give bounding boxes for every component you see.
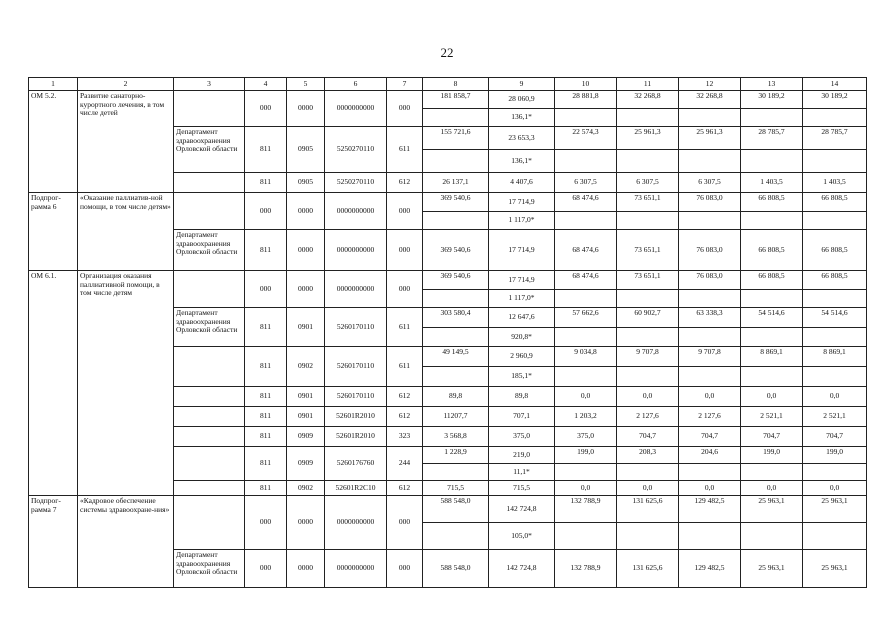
value-year-cell: 0,0 (555, 387, 617, 407)
value-year-cell: 2 960,9 (489, 347, 555, 367)
column-header: 5 (287, 78, 325, 91)
code-section-cell: 0902 (287, 481, 325, 496)
code-section-cell: 0000 (287, 550, 325, 588)
value-total-cell: 1 228,9 (423, 447, 489, 464)
empty-cell (423, 464, 489, 481)
value-year-cell: 219,0 (489, 447, 555, 464)
value-year-cell: 25 963,1 (741, 496, 803, 523)
value-note-cell: 11,1* (489, 464, 555, 481)
value-year-cell: 76 083,0 (679, 230, 741, 271)
budget-table (28, 77, 867, 588)
value-year-cell: 73 651,1 (617, 193, 679, 212)
value-total-cell: 303 580,4 (423, 308, 489, 328)
value-year-cell: 66 808,5 (741, 193, 803, 212)
code-expense-cell: 612 (387, 173, 423, 193)
empty-cell (555, 109, 617, 127)
value-year-cell: 704,7 (741, 427, 803, 447)
value-year-cell: 0,0 (803, 481, 867, 496)
value-year-cell: 57 662,6 (555, 308, 617, 328)
empty-cell (803, 150, 867, 173)
empty-cell (741, 464, 803, 481)
empty-cell (803, 464, 867, 481)
value-year-cell: 132 788,9 (555, 550, 617, 588)
value-year-cell: 707,1 (489, 407, 555, 427)
value-year-cell: 204,6 (679, 447, 741, 464)
empty-cell (803, 290, 867, 308)
value-year-cell: 6 307,5 (617, 173, 679, 193)
code-target-cell: 5260176760 (325, 447, 387, 481)
value-year-cell: 375,0 (489, 427, 555, 447)
value-year-cell: 17 714,9 (489, 193, 555, 212)
program-code: ОМ 6.1. (29, 271, 78, 496)
value-year-cell: 9 707,8 (617, 347, 679, 367)
value-year-cell: 132 788,9 (555, 496, 617, 523)
code-target-cell: 52601R2010 (325, 407, 387, 427)
value-total-cell: 588 548,0 (423, 496, 489, 523)
value-year-cell: 6 307,5 (555, 173, 617, 193)
empty-cell (741, 109, 803, 127)
value-year-cell: 30 189,2 (803, 91, 867, 109)
value-year-cell: 66 808,5 (803, 230, 867, 271)
value-year-cell: 4 407,6 (489, 173, 555, 193)
empty-cell (555, 464, 617, 481)
value-year-cell: 68 474,6 (555, 271, 617, 290)
code-section-cell: 0000 (287, 91, 325, 127)
code-section-cell: 0901 (287, 387, 325, 407)
empty-cell (741, 150, 803, 173)
value-year-cell: 73 651,1 (617, 271, 679, 290)
program-name: Организация оказания паллиативной помощи, в том числе детям (78, 271, 174, 496)
value-year-cell: 28 785,7 (803, 127, 867, 150)
code-target-cell: 5260170110 (325, 347, 387, 387)
executor-cell (174, 173, 245, 193)
value-year-cell: 17 714,9 (489, 230, 555, 271)
value-year-cell: 17 714,9 (489, 271, 555, 290)
code-expense-cell: 612 (387, 407, 423, 427)
value-year-cell: 208,3 (617, 447, 679, 464)
column-header: 8 (423, 78, 489, 91)
value-year-cell: 68 474,6 (555, 230, 617, 271)
empty-cell (679, 367, 741, 387)
code-expense-cell: 000 (387, 496, 423, 550)
empty-cell (555, 367, 617, 387)
empty-cell (423, 150, 489, 173)
table-row (29, 193, 867, 212)
value-year-cell: 0,0 (555, 481, 617, 496)
code-grbs-cell: 000 (245, 91, 287, 127)
empty-cell (679, 212, 741, 230)
empty-cell (617, 150, 679, 173)
empty-cell (741, 290, 803, 308)
empty-cell (423, 523, 489, 550)
value-year-cell: 22 574,3 (555, 127, 617, 150)
code-grbs-cell: 811 (245, 387, 287, 407)
value-year-cell: 199,0 (741, 447, 803, 464)
value-year-cell: 142 724,8 (489, 496, 555, 523)
value-year-cell: 129 482,5 (679, 550, 741, 588)
value-note-cell: 185,1* (489, 367, 555, 387)
value-total-cell: 26 137,1 (423, 173, 489, 193)
table-row (29, 91, 867, 109)
value-year-cell: 54 514,6 (803, 308, 867, 328)
empty-cell (679, 150, 741, 173)
value-year-cell: 1 403,5 (741, 173, 803, 193)
table-row (29, 496, 867, 523)
code-expense-cell: 000 (387, 91, 423, 127)
empty-cell (679, 290, 741, 308)
executor-cell: Департамент здравоохранения Орловской области (174, 308, 245, 347)
code-target-cell: 0000000000 (325, 271, 387, 308)
executor-cell: Департамент здравоохранения Орловской области (174, 230, 245, 271)
value-year-cell: 76 083,0 (679, 271, 741, 290)
value-year-cell: 76 083,0 (679, 193, 741, 212)
value-year-cell: 66 808,5 (803, 271, 867, 290)
value-year-cell: 2 127,6 (679, 407, 741, 427)
executor-cell (174, 447, 245, 481)
value-year-cell: 66 808,5 (741, 271, 803, 290)
code-target-cell: 5250270110 (325, 127, 387, 173)
code-grbs-cell: 000 (245, 550, 287, 588)
code-section-cell: 0905 (287, 173, 325, 193)
empty-cell (555, 523, 617, 550)
empty-cell (423, 212, 489, 230)
header-row (29, 78, 867, 91)
value-year-cell: 2 521,1 (741, 407, 803, 427)
value-note-cell: 136,1* (489, 150, 555, 173)
value-year-cell: 0,0 (617, 387, 679, 407)
code-expense-cell: 000 (387, 230, 423, 271)
value-year-cell: 715,5 (489, 481, 555, 496)
executor-cell (174, 427, 245, 447)
value-year-cell: 375,0 (555, 427, 617, 447)
code-grbs-cell: 811 (245, 127, 287, 173)
code-target-cell: 5250270110 (325, 173, 387, 193)
empty-cell (555, 212, 617, 230)
value-total-cell: 49 149,5 (423, 347, 489, 367)
code-expense-cell: 611 (387, 127, 423, 173)
value-year-cell: 131 625,6 (617, 550, 679, 588)
code-expense-cell: 323 (387, 427, 423, 447)
column-header: 7 (387, 78, 423, 91)
value-year-cell: 9 034,8 (555, 347, 617, 367)
value-total-cell: 369 540,6 (423, 193, 489, 212)
value-year-cell: 23 653,3 (489, 127, 555, 150)
code-section-cell: 0901 (287, 308, 325, 347)
code-section-cell: 0000 (287, 230, 325, 271)
empty-cell (555, 150, 617, 173)
value-year-cell: 32 268,8 (617, 91, 679, 109)
empty-cell (741, 367, 803, 387)
value-year-cell: 199,0 (555, 447, 617, 464)
value-year-cell: 8 869,1 (803, 347, 867, 367)
code-section-cell: 0000 (287, 496, 325, 550)
value-year-cell: 0,0 (803, 387, 867, 407)
value-total-cell: 588 548,0 (423, 550, 489, 588)
empty-cell (617, 367, 679, 387)
empty-cell (617, 109, 679, 127)
executor-cell (174, 347, 245, 387)
value-total-cell: 155 721,6 (423, 127, 489, 150)
executor-cell (174, 407, 245, 427)
value-year-cell: 9 707,8 (679, 347, 741, 367)
value-year-cell: 1 203,2 (555, 407, 617, 427)
empty-cell (617, 328, 679, 347)
value-year-cell: 12 647,6 (489, 308, 555, 328)
value-year-cell: 0,0 (741, 387, 803, 407)
code-section-cell: 0000 (287, 271, 325, 308)
value-year-cell: 131 625,6 (617, 496, 679, 523)
code-grbs-cell: 811 (245, 427, 287, 447)
column-header: 9 (489, 78, 555, 91)
page-number: 22 (440, 45, 454, 60)
value-year-cell: 28 785,7 (741, 127, 803, 150)
value-year-cell: 25 963,1 (803, 496, 867, 523)
value-year-cell: 2 521,1 (803, 407, 867, 427)
executor-cell (174, 91, 245, 127)
value-year-cell: 66 808,5 (741, 230, 803, 271)
code-grbs-cell: 000 (245, 193, 287, 230)
value-year-cell: 142 724,8 (489, 550, 555, 588)
value-year-cell: 6 307,5 (679, 173, 741, 193)
program-code: ОМ 5.2. (29, 91, 78, 193)
empty-cell (741, 328, 803, 347)
code-target-cell: 5260170110 (325, 387, 387, 407)
code-grbs-cell: 811 (245, 407, 287, 427)
value-year-cell: 704,7 (617, 427, 679, 447)
empty-cell (741, 212, 803, 230)
code-target-cell: 52601R2010 (325, 427, 387, 447)
executor-cell (174, 193, 245, 230)
executor-cell (174, 271, 245, 308)
value-year-cell: 66 808,5 (803, 193, 867, 212)
program-code: Подпрог-рамма 7 (29, 496, 78, 588)
code-grbs-cell: 811 (245, 447, 287, 481)
code-expense-cell: 000 (387, 271, 423, 308)
value-year-cell: 60 902,7 (617, 308, 679, 328)
value-year-cell: 30 189,2 (741, 91, 803, 109)
value-year-cell: 25 961,3 (617, 127, 679, 150)
program-name: «Кадровое обеспечение системы здравоохране-ния» (78, 496, 174, 588)
executor-cell: Департамент здравоохранения Орловской области (174, 550, 245, 588)
empty-cell (423, 328, 489, 347)
code-section-cell: 0902 (287, 347, 325, 387)
code-target-cell: 0000000000 (325, 193, 387, 230)
empty-cell (555, 290, 617, 308)
value-year-cell: 129 482,5 (679, 496, 741, 523)
code-target-cell: 5260170110 (325, 308, 387, 347)
code-expense-cell: 612 (387, 481, 423, 496)
value-total-cell: 369 540,6 (423, 230, 489, 271)
code-grbs-cell: 000 (245, 496, 287, 550)
value-note-cell: 1 117,0* (489, 212, 555, 230)
empty-cell (617, 212, 679, 230)
empty-cell (423, 109, 489, 127)
empty-cell (617, 523, 679, 550)
column-header: 12 (679, 78, 741, 91)
empty-cell (423, 290, 489, 308)
code-target-cell: 0000000000 (325, 550, 387, 588)
column-header: 10 (555, 78, 617, 91)
value-year-cell: 199,0 (803, 447, 867, 464)
empty-cell (803, 523, 867, 550)
code-grbs-cell: 811 (245, 230, 287, 271)
value-total-cell: 181 858,7 (423, 91, 489, 109)
column-header: 11 (617, 78, 679, 91)
code-expense-cell: 611 (387, 308, 423, 347)
value-year-cell: 28 881,8 (555, 91, 617, 109)
code-target-cell: 52601R2C10 (325, 481, 387, 496)
code-section-cell: 0000 (287, 193, 325, 230)
column-header: 1 (29, 78, 78, 91)
value-year-cell: 0,0 (679, 481, 741, 496)
empty-cell (803, 367, 867, 387)
value-year-cell: 0,0 (741, 481, 803, 496)
column-header: 13 (741, 78, 803, 91)
value-year-cell: 73 651,1 (617, 230, 679, 271)
value-note-cell: 1 117,0* (489, 290, 555, 308)
value-year-cell: 28 060,9 (489, 91, 555, 109)
code-target-cell: 0000000000 (325, 496, 387, 550)
empty-cell (679, 109, 741, 127)
value-year-cell: 704,7 (803, 427, 867, 447)
column-header: 3 (174, 78, 245, 91)
value-total-cell: 3 568,8 (423, 427, 489, 447)
value-year-cell: 25 963,1 (803, 550, 867, 588)
code-expense-cell: 611 (387, 347, 423, 387)
value-year-cell: 0,0 (679, 387, 741, 407)
program-name: «Оказание паллиатив-ной помощи, в том числе детям» (78, 193, 174, 271)
empty-cell (679, 328, 741, 347)
value-year-cell: 25 963,1 (741, 550, 803, 588)
empty-cell (555, 328, 617, 347)
empty-cell (803, 109, 867, 127)
code-grbs-cell: 811 (245, 481, 287, 496)
table-row (29, 271, 867, 290)
empty-cell (617, 464, 679, 481)
code-target-cell: 0000000000 (325, 91, 387, 127)
value-note-cell: 136,1* (489, 109, 555, 127)
empty-cell (617, 290, 679, 308)
value-year-cell: 89,8 (489, 387, 555, 407)
column-header: 2 (78, 78, 174, 91)
empty-cell (679, 464, 741, 481)
code-grbs-cell: 811 (245, 308, 287, 347)
value-note-cell: 920,8* (489, 328, 555, 347)
code-expense-cell: 000 (387, 193, 423, 230)
empty-cell (679, 523, 741, 550)
executor-cell (174, 387, 245, 407)
empty-cell (803, 212, 867, 230)
table-body (29, 78, 867, 588)
code-expense-cell: 612 (387, 387, 423, 407)
executor-cell: Департамент здравоохранения Орловской области (174, 127, 245, 173)
value-total-cell: 89,8 (423, 387, 489, 407)
column-header: 14 (803, 78, 867, 91)
value-year-cell: 0,0 (617, 481, 679, 496)
value-total-cell: 715,5 (423, 481, 489, 496)
empty-cell (803, 328, 867, 347)
executor-cell (174, 481, 245, 496)
column-header: 4 (245, 78, 287, 91)
code-grbs-cell: 000 (245, 271, 287, 308)
value-total-cell: 11207,7 (423, 407, 489, 427)
program-code: Подпрог-рамма 6 (29, 193, 78, 271)
code-section-cell: 0901 (287, 407, 325, 427)
code-target-cell: 0000000000 (325, 230, 387, 271)
program-name: Развитие санаторно-курортного лечения, в том числе детей (78, 91, 174, 193)
column-header: 6 (325, 78, 387, 91)
code-expense-cell: 000 (387, 550, 423, 588)
code-expense-cell: 244 (387, 447, 423, 481)
value-note-cell: 105,0* (489, 523, 555, 550)
value-year-cell: 54 514,6 (741, 308, 803, 328)
code-grbs-cell: 811 (245, 173, 287, 193)
empty-cell (423, 367, 489, 387)
value-year-cell: 68 474,6 (555, 193, 617, 212)
code-section-cell: 0909 (287, 427, 325, 447)
code-section-cell: 0905 (287, 127, 325, 173)
code-section-cell: 0909 (287, 447, 325, 481)
value-year-cell: 25 961,3 (679, 127, 741, 150)
code-grbs-cell: 811 (245, 347, 287, 387)
value-year-cell: 63 338,3 (679, 308, 741, 328)
value-year-cell: 1 403,5 (803, 173, 867, 193)
value-year-cell: 2 127,6 (617, 407, 679, 427)
empty-cell (741, 523, 803, 550)
value-year-cell: 8 869,1 (741, 347, 803, 367)
value-total-cell: 369 540,6 (423, 271, 489, 290)
executor-cell (174, 496, 245, 550)
value-year-cell: 32 268,8 (679, 91, 741, 109)
value-year-cell: 704,7 (679, 427, 741, 447)
